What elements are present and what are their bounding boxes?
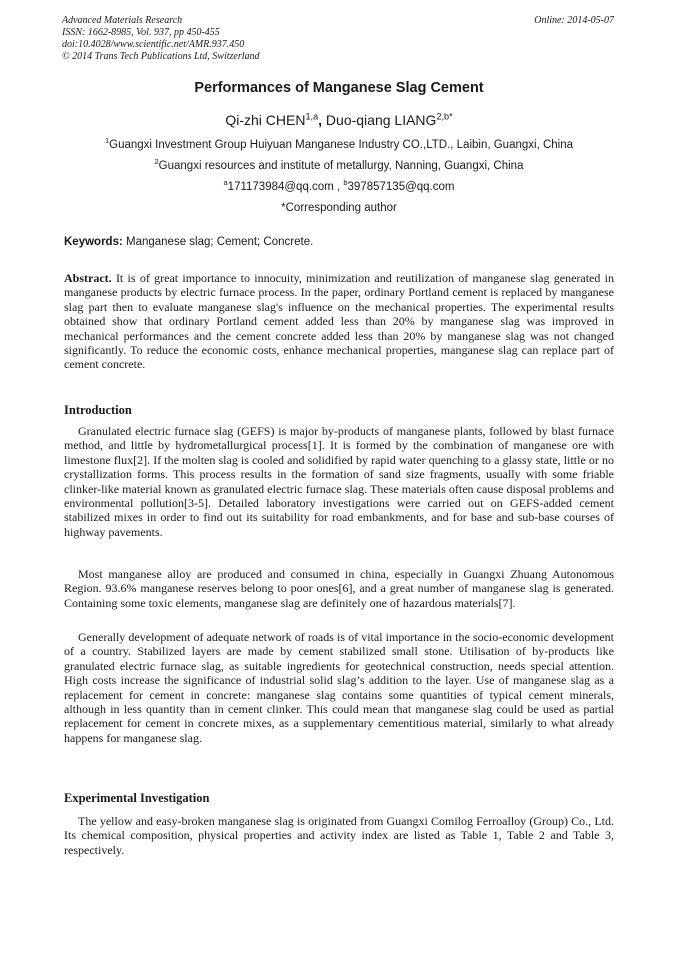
email-b-mark: b bbox=[343, 178, 348, 188]
journal-issn: ISSN: 1662-8985, Vol. 937, pp 450-455 bbox=[62, 27, 220, 38]
introduction-paragraph-3: Generally development of adequate network of roads is of vital importance in the socio-economic development of a country. Stabilized layers are made by cement stabilized small stone. Utilisation of by-products like granulated electric furnace slag, as suitable ingredients for geotechnical construction, needs special attention. High costs increase the significance of industrial solid slag’s addition to the layer. Use of manganese slag as a replacement for cement in concrete: manganese slag contains some quantities of typical cement minerals, although in less quantity than in cement clinker. This could mean that manganese slag could be used as partial replacement for cement in concrete mixes, as a supplementary cementitious material, similarly to what already happens for manganese slag. bbox=[64, 630, 614, 745]
abstract-text: It is of great importance to innocuity, minimization and reutilization of manganese slag generated in manganese products by electric furnace process. In the paper, ordinary Portland cement is replaced by manganese slag part then to evaluate manganese slag's influence on the mechanical properties. The experimental results obtained show that ordinary Portland cement added less than 20% by manganese slag was improved in mechanical performances and the cement concrete added less than 20% by manganese slag was not changed significantly. To reduce the economic costs, enhance mechanical properties, manganese slag can replace part of cement concrete. bbox=[64, 271, 614, 372]
affiliation-2-text: Guangxi resources and institute of metallurgy, Nanning, Guangxi, China bbox=[158, 160, 524, 172]
journal-doi[interactable]: doi:10.4028/www.scientific.net/AMR.937.450 bbox=[62, 39, 245, 50]
email-separator: , bbox=[333, 181, 344, 193]
author-separator: , bbox=[318, 112, 323, 128]
email-a-mark: a bbox=[223, 178, 228, 188]
abstract-label: Abstract. bbox=[64, 271, 112, 285]
author-line bbox=[0, 112, 678, 128]
online-date: Online: 2014-05-07 bbox=[534, 15, 614, 26]
abstract-paragraph bbox=[64, 271, 614, 372]
affiliation-2-mark: 2 bbox=[154, 157, 159, 167]
experimental-heading: Experimental Investigation bbox=[64, 791, 210, 805]
email-line bbox=[0, 178, 678, 193]
introduction-heading: Introduction bbox=[64, 403, 132, 417]
journal-copyright: © 2014 Trans Tech Publications Ltd, Switzerland bbox=[62, 51, 260, 62]
journal-header bbox=[62, 15, 260, 63]
introduction-paragraph-2: Most manganese alloy are produced and consumed in china, especially in Guangxi Zhuang Autonomous Region. 93.6% manganese reserves belong to poor ones[6], and a great number of manganese slag is generated. Containing some toxic elements, manganese slag are definitely one of hazardous materials[7]. bbox=[64, 567, 614, 610]
email-b[interactable]: 397857135@qq.com bbox=[347, 181, 455, 193]
keywords-text: Manganese slag; Cement; Concrete. bbox=[122, 236, 314, 248]
journal-name: Advanced Materials Research bbox=[62, 15, 183, 26]
email-a[interactable]: 171173984@qq.com bbox=[227, 181, 334, 193]
author-1-name: Qi-zhi CHEN bbox=[225, 112, 306, 128]
author-2-affiliation-mark: 2,b* bbox=[436, 111, 453, 122]
introduction-paragraph-1: Granulated electric furnace slag (GEFS) is major by-products of manganese plants, followed by blast furnace method, and little by hydrometallurgical process[1]. It is formed by the combination of manganese ore with limestone flux[2]. If the molten slag is cooled and solidified by rapid water quenching to a glassy state, little or no crystallization forms. This process results in the formation of sand size fragments, usually with some friable clinker-like material known as granulated electric furnace slag. These materials often cause disposal problems and environmental pollution[3-5]. Detailed laboratory investigations were carried out on GEFS-added cement stabilized mixes in order to find out its suitability for road embankments, and for base and sub-base courses of highway pavements. bbox=[64, 424, 614, 539]
experimental-paragraph-1: The yellow and easy-broken manganese slag is originated from Guangxi Comilog Ferroalloy (Group) Co., Ltd. Its chemical composition, physical properties and activity index are listed as Table 1, Table 2 and Table 3, respectively. bbox=[64, 814, 614, 857]
affiliation-1-text: Guangxi Investment Group Huiyuan Manganese Industry CO.,LTD., Laibin, Guangxi, China bbox=[109, 139, 574, 151]
affiliation-2 bbox=[0, 157, 678, 172]
keywords-label: Keywords: bbox=[64, 236, 123, 248]
affiliation-1-mark: 1 bbox=[104, 136, 110, 146]
author-1-affiliation-mark: 1,a bbox=[305, 111, 319, 122]
keywords-line bbox=[64, 236, 313, 248]
corresponding-author-note: *Corresponding author bbox=[281, 202, 397, 214]
paper-title: Performances of Manganese Slag Cement bbox=[194, 80, 484, 96]
affiliation-1 bbox=[0, 136, 678, 151]
author-2-name: Duo-qiang LIANG bbox=[325, 112, 437, 128]
